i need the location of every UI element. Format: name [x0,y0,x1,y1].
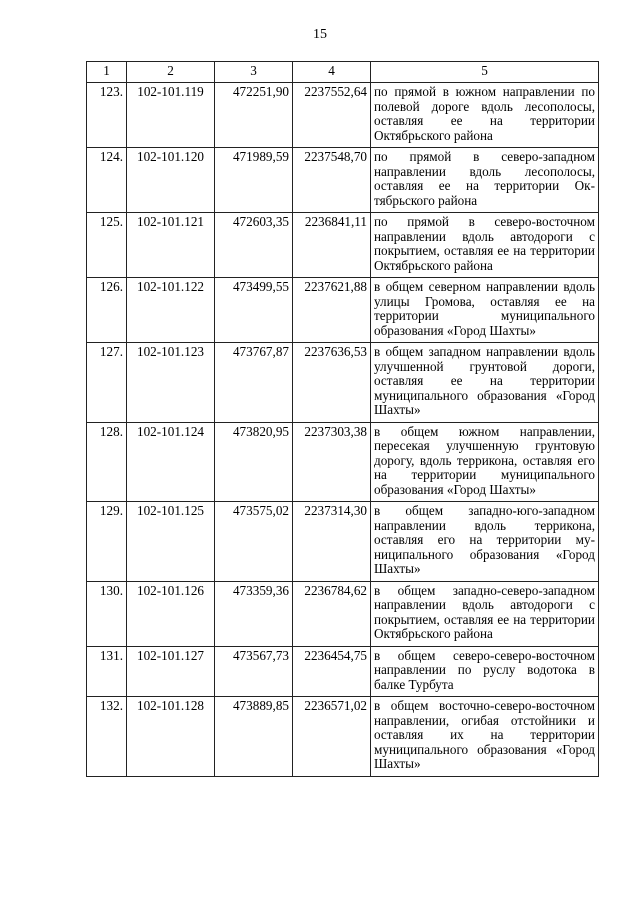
y-coordinate: 2237314,30 [293,502,371,582]
boundary-description: в общем западно-северо-западном направлении вдоль автодороги с покрытием, оставляя ее на территории Октябрьского района [371,581,599,646]
table-row [87,581,599,646]
x-coordinate: 473499,55 [215,278,293,343]
table-row [87,646,599,697]
table-row [87,422,599,502]
row-number: 129. [87,502,127,582]
boundary-description: в общем северо-северо-восточном направлении по руслу водотока в балке Турбута [371,646,599,697]
point-code: 102-101.123 [127,343,215,423]
point-code: 102-101.127 [127,646,215,697]
page-number: 15 [313,27,327,42]
point-code: 102-101.119 [127,83,215,148]
boundary-description: в общем восточно-северо-восточном направлении, огибая отстойники и оставляя их на территории муниципального образования «Город Шахты» [371,697,599,777]
y-coordinate: 2237621,88 [293,278,371,343]
point-code: 102-101.126 [127,581,215,646]
boundary-description: в общем северном направлении вдоль улицы Громова, оставляя ее на территории муниципального образования «Город Шахты» [371,278,599,343]
boundary-description: по прямой в северо-восточном направлении вдоль автодороги с покрытием, оставляя ее на территории Октябрьского района [371,213,599,278]
y-coordinate: 2236841,11 [293,213,371,278]
y-coordinate: 2236571,02 [293,697,371,777]
boundary-description: в общем южном направлении, пересекая улучшенную грунтовую дорогу, вдоль терриконa, оставляя его на территории муниципального образования «Город Шахты» [371,422,599,502]
x-coordinate: 473359,36 [215,581,293,646]
row-number: 124. [87,148,127,213]
row-number: 131. [87,646,127,697]
row-number: 126. [87,278,127,343]
table-row [87,343,599,423]
x-coordinate: 473767,87 [215,343,293,423]
x-coordinate: 471989,59 [215,148,293,213]
x-coordinate: 473567,73 [215,646,293,697]
table-row [87,83,599,148]
column-header-number: 1 [87,62,127,83]
row-number: 127. [87,343,127,423]
y-coordinate: 2237548,70 [293,148,371,213]
boundary-description: в общем западно-юго-западном направлении вдоль терриконa, оставляя его на территории муниципального образования «Город Шахты» [371,502,599,582]
column-header-y: 4 [293,62,371,83]
row-number: 125. [87,213,127,278]
boundary-table [86,61,599,777]
row-number: 123. [87,83,127,148]
x-coordinate: 472603,35 [215,213,293,278]
point-code: 102-101.121 [127,213,215,278]
x-coordinate: 473889,85 [215,697,293,777]
x-coordinate: 472251,90 [215,83,293,148]
y-coordinate: 2237303,38 [293,422,371,502]
table-row [87,213,599,278]
column-header-description: 5 [371,62,599,83]
table-row [87,502,599,582]
table-row [87,697,599,777]
y-coordinate: 2237552,64 [293,83,371,148]
point-code: 102-101.128 [127,697,215,777]
row-number: 128. [87,422,127,502]
point-code: 102-101.120 [127,148,215,213]
boundary-description: по прямой в северо-западном направлении вдоль лесополосы, оставляя ее на территории Октябрьского района [371,148,599,213]
x-coordinate: 473575,02 [215,502,293,582]
column-header-code: 2 [127,62,215,83]
y-coordinate: 2237636,53 [293,343,371,423]
point-code: 102-101.125 [127,502,215,582]
point-code: 102-101.122 [127,278,215,343]
x-coordinate: 473820,95 [215,422,293,502]
table-row [87,148,599,213]
boundary-description: в общем западном направлении вдоль улучшенной грунтовой дороги, оставляя ее на территории муниципального образования «Город Шахты» [371,343,599,423]
y-coordinate: 2236784,62 [293,581,371,646]
row-number: 132. [87,697,127,777]
boundary-description: по прямой в южном направлении по полевой дороге вдоль лесополосы, оставляя ее на территории Октябрьского района [371,83,599,148]
y-coordinate: 2236454,75 [293,646,371,697]
header-row [87,62,599,83]
row-number: 130. [87,581,127,646]
point-code: 102-101.124 [127,422,215,502]
table-row [87,278,599,343]
column-header-x: 3 [215,62,293,83]
